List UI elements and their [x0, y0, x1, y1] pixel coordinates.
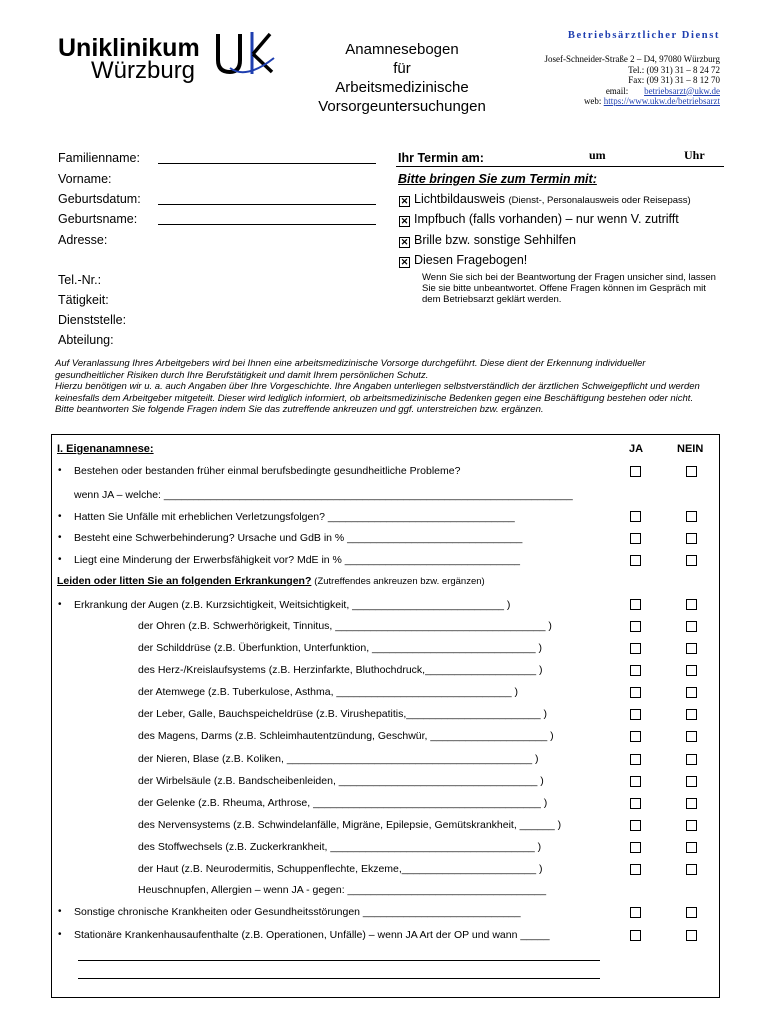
field-label-dienststelle: Dienststelle:: [58, 313, 127, 327]
termin-um: um: [589, 148, 606, 162]
field-label-telefon: Tel.-Nr.:: [58, 273, 102, 287]
checkbox-atemwege-ja[interactable]: [630, 687, 641, 698]
checkbox-nervensystem-ja[interactable]: [630, 820, 641, 831]
checked-box-icon: ✕: [400, 257, 409, 267]
question-6: Stationäre Krankenhausaufenthalte (z.B. Operationen, Unfälle) – wenn JA Art der OP und wann _____: [74, 929, 550, 941]
disease-augen: Erkrankung der Augen (z.B. Kurzsichtigkeit, Weitsichtigkeit, __________________________ ): [74, 599, 511, 611]
department-name: Betriebsärztlicher Dienst: [567, 30, 720, 41]
answer-line-1[interactable]: [78, 960, 600, 961]
checkbox-herz-ja[interactable]: [630, 665, 641, 676]
disease-magen: des Magens, Darms (z.B. Schleimhautentzündung, Geschwür, ____________________ ): [138, 730, 554, 742]
geburtsname-line[interactable]: [158, 224, 376, 225]
bring-label: Bitte bringen Sie zum Termin mit:: [398, 172, 597, 186]
disease-ohren: der Ohren (z.B. Schwerhörigkeit, Tinnitus, ____________________________________ ): [138, 620, 552, 632]
field-label-vorname: Vorname:: [58, 172, 112, 186]
checkbox-stoffwechsel-ja[interactable]: [630, 842, 641, 853]
checkbox-q5-ja[interactable]: [630, 907, 641, 918]
email-link[interactable]: betriebsarzt@ukw.de: [644, 85, 720, 96]
checkbox-wirbelsaeule-ja[interactable]: [630, 776, 641, 787]
checkbox-stoffwechsel-nein[interactable]: [686, 842, 697, 853]
checkbox-magen-nein[interactable]: [686, 731, 697, 742]
bring-item-brille: ✕ Brille bzw. sonstige Sehhilfen: [400, 233, 576, 247]
bullet-icon: •: [58, 906, 62, 917]
disease-herz: des Herz-/Kreislaufsystems (z.B. Herzinfarkte, Bluthochdruck,___________________ ): [138, 664, 543, 676]
section-title: I. Eigenanamnese:: [57, 443, 154, 455]
checkbox-atemwege-nein[interactable]: [686, 687, 697, 698]
bullet-icon: •: [58, 554, 62, 565]
field-label-geburtsdatum: Geburtsdatum:: [58, 192, 141, 206]
checkbox-augen-nein[interactable]: [686, 599, 697, 610]
checkbox-q5-nein[interactable]: [686, 907, 697, 918]
checkbox-q3-ja[interactable]: [630, 533, 641, 544]
disease-schilddruese: der Schilddrüse (z.B. Überfunktion, Unterfunktion, ____________________________ ): [138, 642, 542, 654]
checkbox-q4-ja[interactable]: [630, 555, 641, 566]
disease-atemwege: der Atemwege (z.B. Tuberkulose, Asthma, ______________________________ ): [138, 686, 519, 698]
logo-text-line1: Uniklinikum: [58, 34, 200, 62]
checkbox-q3-nein[interactable]: [686, 533, 697, 544]
checkbox-haut-ja[interactable]: [630, 864, 641, 875]
bring-item-impfbuch: ✕ Impfbuch (falls vorhanden) – nur wenn V. zutrifft: [400, 212, 679, 226]
disease-gelenke: der Gelenke (z.B. Rheuma, Arthrose, _______________________________________ ): [138, 797, 548, 809]
termin-label: Ihr Termin am:: [398, 151, 484, 165]
answer-line-2[interactable]: [78, 978, 600, 979]
hint-text: Wenn Sie sich bei der Beantwortung der Fragen unsicher sind, lassen Sie sie bitte unbeantwortet. Offene Fragen können im Gespräch mit dem Betriebsarzt geklärt werden.: [422, 272, 716, 305]
field-label-taetigkeit: Tätigkeit:: [58, 293, 109, 307]
bring-item-fragebogen: ✕ Diesen Fragebogen!: [400, 253, 528, 267]
checkbox-schilddruese-ja[interactable]: [630, 643, 641, 654]
checked-box-icon: ✕: [400, 237, 409, 247]
checkbox-magen-ja[interactable]: [630, 731, 641, 742]
checkbox-augen-ja[interactable]: [630, 599, 641, 610]
bullet-icon: •: [58, 929, 62, 940]
question-3: Besteht eine Schwerbehinderung? Ursache und GdB in % ______________________________: [74, 532, 523, 544]
bullet-icon: •: [58, 511, 62, 522]
bring-item-ausweis: ✕ Lichtbildausweis (Dienst-, Personalausweis oder Reisepass): [400, 192, 691, 206]
checkbox-q4-nein[interactable]: [686, 555, 697, 566]
checkbox-q2-nein[interactable]: [686, 511, 697, 522]
document-title: Anamnesebogen für Arbeitsmedizinische Vorsorgeuntersuchungen: [318, 41, 486, 115]
question-5: Sonstige chronische Krankheiten oder Gesundheitsstörungen ___________________________: [74, 906, 521, 918]
contact-block: Josef-Schneider-Straße 2 – D4, 97080 Würzburg Tel.: (09 31) 31 – 8 24 72 Fax: (09 31) 31 – 8 12 70 email: betriebsarzt@ukw.de web: https://www.ukw.de/betriebsarzt: [544, 54, 720, 106]
field-label-familienname: Familienname:: [58, 151, 140, 165]
checkbox-herz-nein[interactable]: [686, 665, 697, 676]
column-nein: NEIN: [677, 443, 704, 455]
disease-nervensystem: des Nervensystems (z.B. Schwindelanfälle, Migräne, Epilepsie, Gemütskrankheit, ______ ): [138, 819, 562, 831]
checked-box-icon: ✕: [400, 216, 409, 226]
checkbox-gelenke-ja[interactable]: [630, 798, 641, 809]
checkbox-q6-ja[interactable]: [630, 930, 641, 941]
checkbox-q6-nein[interactable]: [686, 930, 697, 941]
field-label-adresse: Adresse:: [58, 233, 108, 247]
ukw-logo-icon: [212, 28, 278, 80]
checked-box-icon: ✕: [400, 196, 409, 206]
checkbox-nieren-ja[interactable]: [630, 754, 641, 765]
checkbox-q2-ja[interactable]: [630, 511, 641, 522]
checkbox-nervensystem-nein[interactable]: [686, 820, 697, 831]
disease-allergien: Heuschnupfen, Allergien – wenn JA - gegen: __________________________________: [138, 884, 547, 896]
disease-haut: der Haut (z.B. Neurodermitis, Schuppenflechte, Ekzeme,_______________________ ): [138, 863, 543, 875]
question-1-sub: wenn JA – welche: ______________________________________________________________________: [74, 489, 573, 501]
field-label-geburtsname: Geburtsname:: [58, 212, 138, 226]
field-label-abteilung: Abteilung:: [58, 333, 114, 347]
termin-uhr: Uhr: [684, 148, 705, 162]
checkbox-q1-ja[interactable]: [630, 466, 641, 477]
checkbox-gelenke-nein[interactable]: [686, 798, 697, 809]
bullet-icon: •: [58, 599, 62, 610]
disease-leber: der Leber, Galle, Bauchspeicheldrüse (z.B. Virushepatitis,_______________________ ): [138, 708, 548, 720]
disease-stoffwechsel: des Stoffwechsels (z.B. Zuckerkrankheit, ___________________________________ ): [138, 841, 542, 853]
checkbox-q1-nein[interactable]: [686, 466, 697, 477]
checkbox-schilddruese-nein[interactable]: [686, 643, 697, 654]
web-link[interactable]: https://www.ukw.de/betriebsarzt: [603, 96, 720, 106]
checkbox-leber-nein[interactable]: [686, 709, 697, 720]
logo-text-line2: Würzburg: [91, 57, 196, 84]
termin-divider: [396, 166, 724, 167]
bullet-icon: •: [58, 532, 62, 543]
checkbox-ohren-nein[interactable]: [686, 621, 697, 632]
checkbox-leber-ja[interactable]: [630, 709, 641, 720]
familienname-line[interactable]: [158, 163, 376, 164]
geburtsdatum-line[interactable]: [158, 204, 376, 205]
question-1: Bestehen oder bestanden früher einmal berufsbedingte gesundheitliche Probleme?: [74, 465, 461, 477]
checkbox-nieren-nein[interactable]: [686, 754, 697, 765]
question-4: Liegt eine Minderung der Erwerbsfähigkeit vor? MdE in % ______________________________: [74, 554, 520, 566]
checkbox-wirbelsaeule-nein[interactable]: [686, 776, 697, 787]
diseases-heading: Leiden oder litten Sie an folgenden Erkrankungen? (Zutreffendes ankreuzen bzw. ergänzen): [57, 575, 485, 587]
disease-nieren: der Nieren, Blase (z.B. Koliken, __________________________________________ ): [138, 753, 539, 765]
bullet-icon: •: [58, 465, 62, 476]
checkbox-ohren-ja[interactable]: [630, 621, 641, 632]
column-ja: JA: [629, 443, 644, 455]
checkbox-haut-nein[interactable]: [686, 864, 697, 875]
intro-text: Auf Veranlassung Ihres Arbeitgebers wird bei Ihnen eine arbeitsmedizinische Vorsorge durchgeführt. Diese dient der Erkennung individueller gesundheitlicher Risiken durch Ihre Berufstätigkeit und damit Ihrem persönlichen Schutz. Hierzu benötigen wir u. a. auch Angaben über Ihre Vorgeschichte. Ihre Angaben unterliegen selbstverständlich der ärztlichen Schweigepflicht und werden keinesfalls dem Arbeitgeber mitgeteilt. Dieser wird lediglich informiert, ob arbeitsmedizinische Bedenken gegen eine Beschäftigung bestehen oder nicht. Bitte beantworten Sie folgende Fragen indem Sie das zutreffende ankreuzen und ggf. unterstreichen bzw. ergänzen.: [55, 358, 700, 415]
disease-wirbelsaeule: der Wirbelsäule (z.B. Bandscheibenleiden, __________________________________ ): [138, 775, 544, 787]
question-2: Hatten Sie Unfälle mit erheblichen Verletzungsfolgen? ________________________________: [74, 511, 515, 523]
